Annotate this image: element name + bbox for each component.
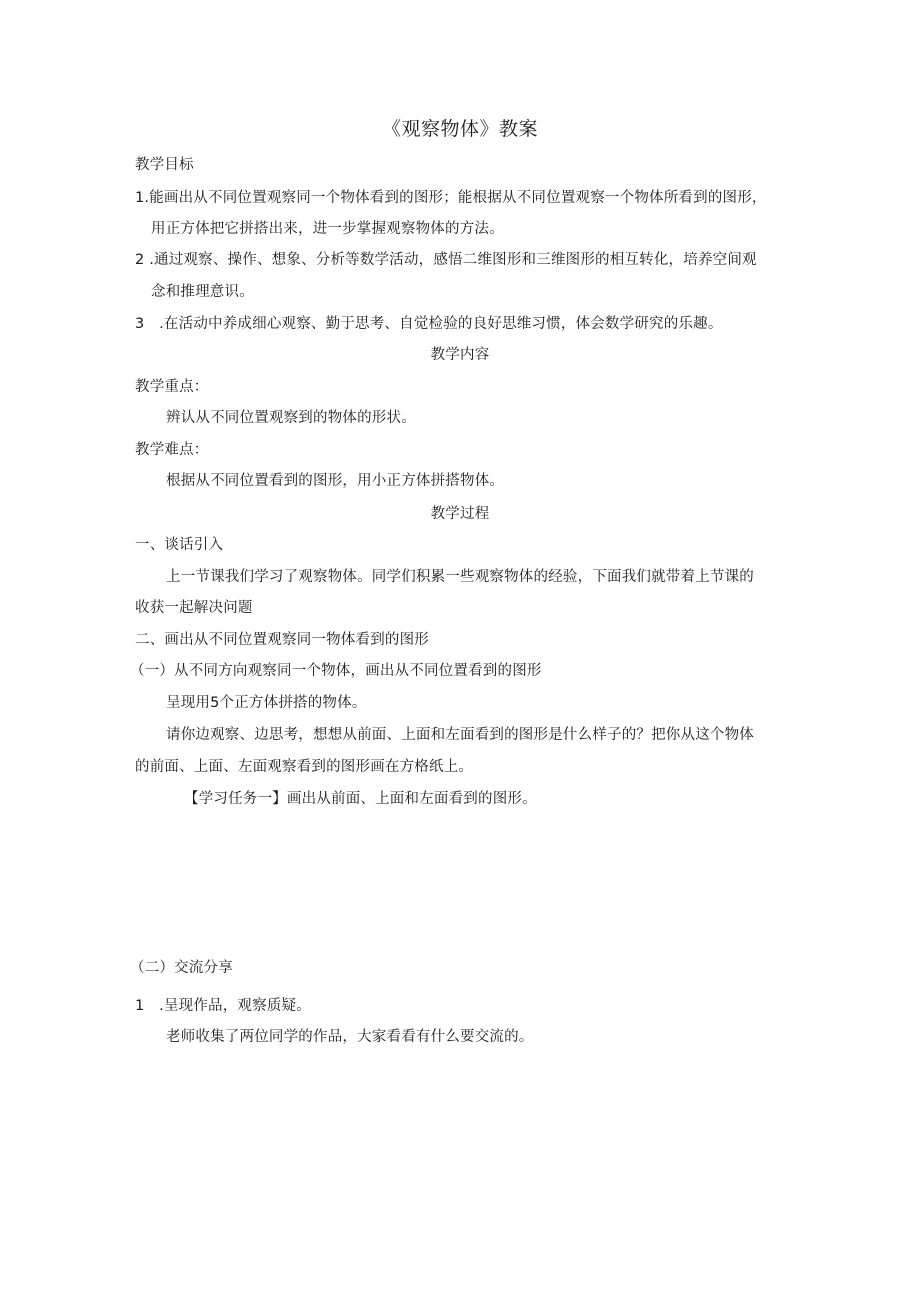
goal-2-line-2: 念和推理意识。 <box>151 284 254 300</box>
subsection-2-item-1: 1 .呈现作品，观察质疑。 <box>135 998 311 1014</box>
learning-task-1: 【学习任务一】画出从前面、上面和左面看到的图形。 <box>184 791 537 807</box>
process-heading: 教学过程 <box>430 506 490 522</box>
subsection-1-line-1: 呈现用5个正方体拼搭的物体。 <box>166 695 367 711</box>
subsection-2-heading: （二）交流分享 <box>130 960 233 976</box>
key-point-label: 教学重点： <box>135 379 209 395</box>
section-1-heading: 一、谈话引入 <box>135 537 224 553</box>
subsection-1-line-2a: 请你边观察、边思考，想想从前面、上面和左面看到的图形是什么样子的？把你从这个物体 <box>166 727 754 743</box>
difficulty-label: 教学难点： <box>135 442 209 458</box>
goal-1-line-1: 1.能画出从不同位置观察同一个物体看到的图形；能根据从不同位置观察一个物体所看到的图形， <box>135 190 767 206</box>
goals-heading: 教学目标 <box>135 157 194 173</box>
goal-2-line-1: 2 .通过观察、操作、想象、分析等数学活动，感悟二维图形和三维图形的相互转化，培养空间观 <box>135 252 757 268</box>
content-heading: 教学内容 <box>430 347 490 363</box>
section-1-para-line-1: 上一节课我们学习了观察物体。同学们积累一些观察物体的经验，下面我们就带着上节课的 <box>166 569 754 585</box>
goal-1-line-2: 用正方体把它拼搭出来，进一步掌握观察物体的方法。 <box>151 221 504 237</box>
difficulty-text: 根据从不同位置看到的图形，用小正方体拼搭物体。 <box>166 473 505 489</box>
key-point-text: 辨认从不同位置观察到的物体的形状。 <box>166 410 416 426</box>
subsection-2-para: 老师收集了两位同学的作品，大家看看有什么要交流的。 <box>166 1029 534 1045</box>
subsection-1-heading: （一）从不同方向观察同一个物体，画出从不同位置看到的图形 <box>130 663 542 679</box>
section-1-para-line-2: 收获一起解决问题 <box>135 600 253 616</box>
goal-3: 3 .在活动中养成细心观察、勤于思考、自觉检验的良好思维习惯，体会数学研究的乐趣。 <box>135 316 723 332</box>
subsection-1-line-2b: 的前面、上面、左面观察看到的图形画在方格纸上。 <box>135 759 474 775</box>
document-title: 《观察物体》教案 <box>381 118 538 140</box>
section-2-heading: 二、画出从不同位置观察同一物体看到的图形 <box>135 632 429 648</box>
